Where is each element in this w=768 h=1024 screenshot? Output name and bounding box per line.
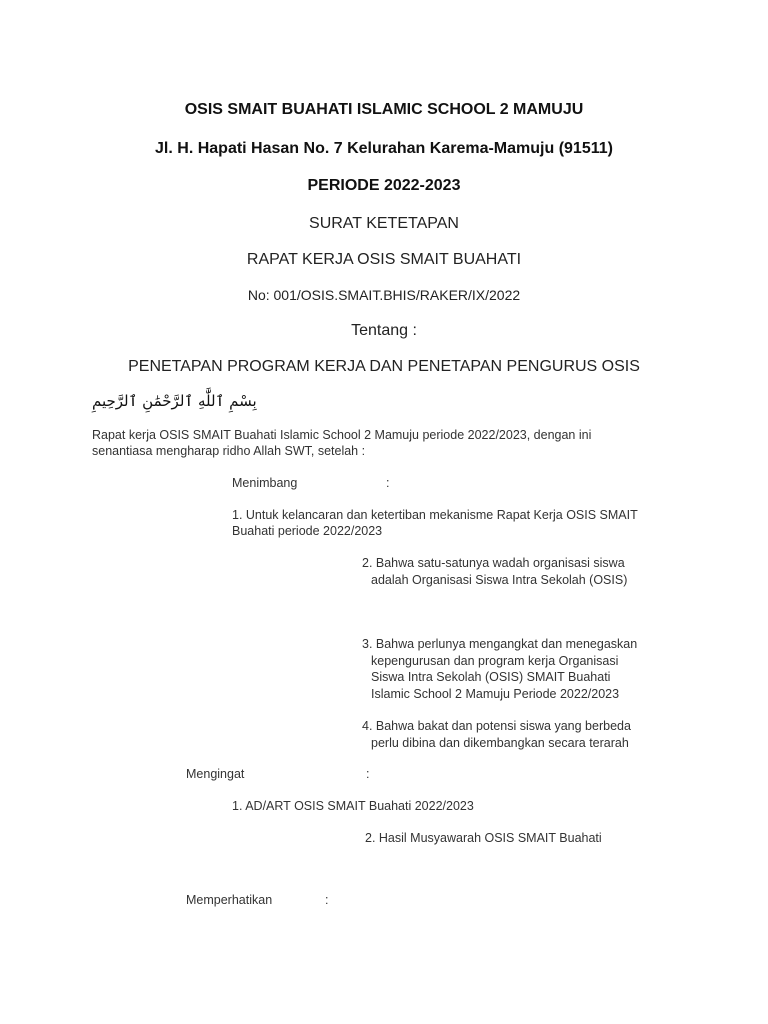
menimbang-item-3-line-4: Islamic School 2 Mamuju Periode 2022/2023	[371, 687, 620, 701]
menimbang-item-2-line-1: 2. Bahwa satu-satunya wadah organisasi siswa	[362, 556, 625, 570]
menimbang-item-1-line-1: 1. Untuk kelancaran dan ketertiban mekanisme Rapat Kerja OSIS SMAIT	[232, 508, 638, 522]
mengingat-item-1: 1. AD/ART OSIS SMAIT Buahati 2022/2023	[232, 799, 474, 813]
document-number: No: 001/OSIS.SMAIT.BHIS/RAKER/IX/2022	[247, 287, 521, 303]
menimbang-item-4-line-1: 4. Bahwa bakat dan potensi siswa yang berbeda	[362, 719, 631, 733]
mengingat-item-2: 2. Hasil Musyawarah OSIS SMAIT Buahati	[365, 831, 602, 845]
menimbang-item-2-line-2: adalah Organisasi Siswa Intra Sekolah (OSIS)	[371, 573, 628, 587]
doc-type-title: SURAT KETETAPAN	[309, 215, 459, 232]
menimbang-item-3-line-1: 3. Bahwa perlunya mengangkat dan menegaskan	[362, 637, 638, 651]
intro-line-2: senantiasa mengharap ridho Allah SWT, setelah :	[92, 444, 366, 458]
subject-title: RAPAT KERJA OSIS SMAIT BUAHATI	[246, 251, 522, 268]
about-text: PENETAPAN PROGRAM KERJA DAN PENETAPAN PENGURUS OSIS	[128, 358, 640, 375]
intro-line-1: Rapat kerja OSIS SMAIT Buahati Islamic School 2 Mamuju periode 2022/2023, dengan ini	[92, 428, 592, 442]
basmalah: بِسْمِ ٱللَّٰهِ ٱلرَّحْمَٰنِ ٱلرَّحِيمِ	[92, 392, 257, 410]
menimbang-colon: :	[386, 476, 390, 490]
memperhatikan-colon: :	[325, 893, 329, 907]
address-heading: Jl. H. Hapati Hasan No. 7 Kelurahan Karema-Mamuju (91511)	[155, 140, 613, 157]
menimbang-item-4-line-2: perlu dibina dan dikembangkan secara terarah	[371, 736, 629, 750]
about-label: Tentang :	[351, 322, 417, 339]
menimbang-item-3-line-2: kepengurusan dan program kerja Organisasi	[371, 654, 619, 668]
mengingat-label: Mengingat	[186, 767, 245, 781]
menimbang-label: Menimbang	[232, 476, 298, 490]
menimbang-item-1-line-2: Buahati periode 2022/2023	[232, 524, 383, 538]
org-name-heading: OSIS SMAIT BUAHATI ISLAMIC SCHOOL 2 MAMUJU	[184, 101, 584, 118]
menimbang-item-3-line-3: Siswa Intra Sekolah (OSIS) SMAIT Buahati	[371, 670, 611, 684]
mengingat-colon: :	[366, 767, 370, 781]
memperhatikan-label: Memperhatikan	[186, 893, 273, 907]
period-heading: PERIODE 2022-2023	[307, 177, 461, 194]
